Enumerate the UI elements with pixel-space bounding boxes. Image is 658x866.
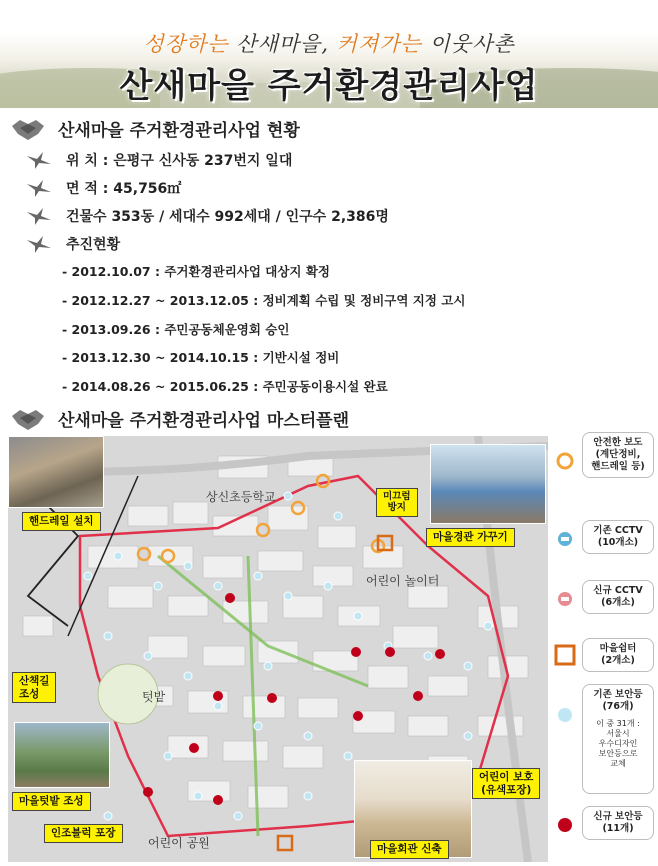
timeline-item: - 2013.12.30 ~ 2014.10.15 : 기반시설 정비	[62, 350, 340, 365]
blue-cctv-icon	[554, 528, 576, 550]
legend-label: 기존 보안등 (76개)	[593, 689, 643, 712]
label-trail: 산책길 조성	[12, 672, 56, 703]
bullet-text: 건물수 353동 / 세대수 992세대 / 인구수 2,386명	[66, 209, 389, 225]
handshake-icon	[10, 114, 46, 142]
red-dot-icon	[554, 814, 576, 836]
pink-cctv-icon	[554, 588, 576, 610]
legend	[550, 422, 658, 866]
slogan-part: 커져가는	[336, 32, 422, 56]
place-school: 상신초등학교	[206, 490, 276, 504]
label-antislip: 미끄럼 방지	[376, 488, 418, 517]
slogan-part: 성장하는	[143, 32, 229, 56]
place-park: 어린이 공원	[148, 836, 210, 850]
legend-label: 신규 보안등 (11개)	[582, 806, 654, 840]
photo-garden	[14, 722, 110, 788]
title-banner	[0, 0, 658, 108]
legend-label: 마을쉼터 (2개소)	[582, 638, 654, 672]
bullet-buildings	[26, 206, 389, 226]
legend-label: 기존 CCTV (10개소)	[582, 520, 654, 554]
label-handrail: 핸드레일 설치	[22, 512, 101, 531]
label-garden: 마을텃밭 조성	[12, 792, 91, 811]
section-header-status	[10, 114, 300, 142]
label-block: 인조블럭 포장	[44, 824, 123, 843]
page-title: 산새마을 주거환경관리사업	[119, 66, 539, 106]
slogan-part: 산새마을,	[228, 32, 337, 56]
photo-alley	[8, 436, 104, 508]
masterplan-map	[8, 436, 548, 862]
bird-icon	[26, 178, 52, 198]
legend-label-box	[582, 684, 654, 794]
bullet-text: 면 적 : 45,756㎡	[66, 181, 182, 197]
label-hall: 마을회관 신축	[370, 840, 449, 859]
slogan	[0, 28, 658, 58]
section-heading: 산새마을 주거환경관리사업 마스터플랜	[58, 410, 350, 431]
bird-icon	[26, 150, 52, 170]
handshake-icon	[10, 404, 46, 432]
orange-ring-icon	[554, 450, 576, 472]
timeline-item: - 2012.12.27 ~ 2013.12.05 : 정비계획 수립 및 정비구역 지정 고시	[62, 293, 466, 308]
legend-label: 신규 CCTV (6개소)	[582, 580, 654, 614]
place-field: 텃밭	[142, 690, 166, 704]
label-kidzone: 어린이 보호 (유색포장)	[472, 768, 540, 799]
bullet-area	[26, 178, 181, 198]
slogan-part: 이웃사촌	[421, 32, 515, 56]
timeline-item: - 2013.09.26 : 주민공동체운영회 승인	[62, 322, 290, 337]
section-header-masterplan	[10, 404, 349, 432]
bullet-progress	[26, 234, 120, 254]
place-playground: 어린이 놀이터	[366, 574, 440, 588]
bird-icon	[26, 206, 52, 226]
legend-label: 안전한 보도 (계단정비, 핸드레일 등)	[582, 432, 654, 478]
light-blue-dot-icon	[554, 704, 576, 726]
photo-mural	[430, 444, 546, 524]
bullet-text: 추진현황	[66, 237, 121, 253]
section-heading: 산새마을 주거환경관리사업 현황	[58, 120, 300, 141]
bullet-location	[26, 150, 292, 170]
bird-icon	[26, 234, 52, 254]
orange-square-icon	[554, 644, 576, 666]
timeline-item: - 2014.08.26 ~ 2015.06.25 : 주민공동이용시설 완료	[62, 379, 388, 394]
bullet-text: 위 치 : 은평구 신사동 237번지 일대	[66, 153, 293, 169]
legend-note: 이 중 31개 : 서울시 우수디자인 보안등으로 교체	[596, 718, 640, 768]
timeline-item: - 2012.10.07 : 주거환경관리사업 대상지 확정	[62, 264, 330, 279]
label-landscape: 마을경관 가꾸기	[426, 528, 515, 547]
